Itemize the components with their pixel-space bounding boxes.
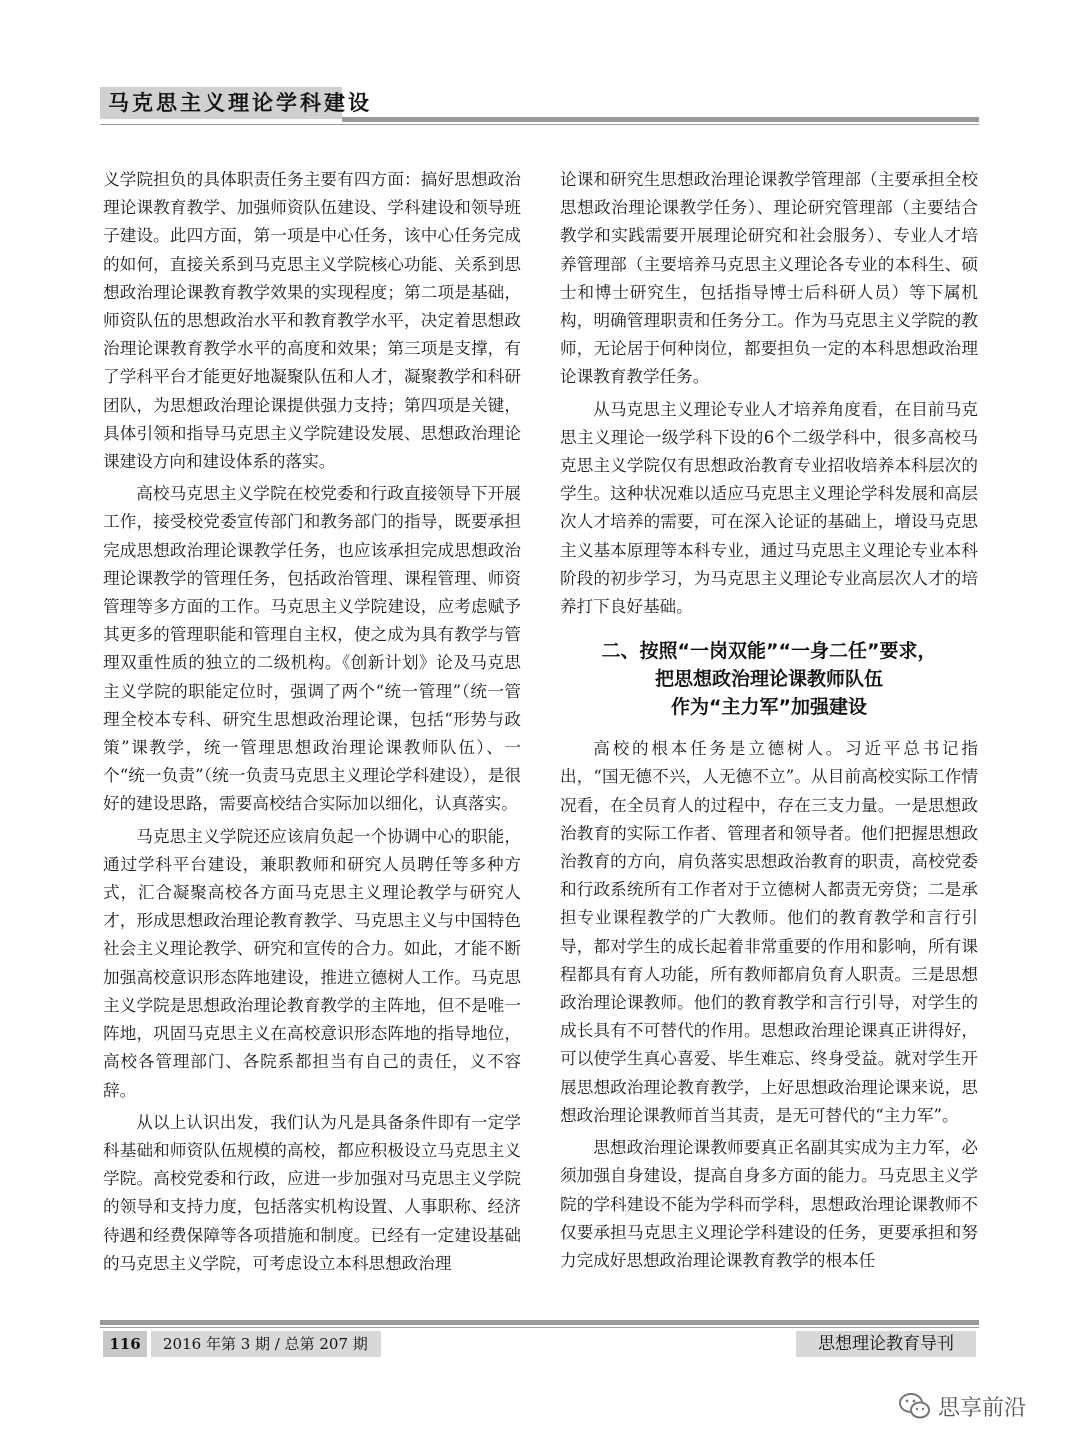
body-paragraph: 论课和研究生思想政治理论课教学管理部（主要承担全校思想政治理论课教学任务）、理论研究管理部（主要结合教学和实践需要开展理论研究和社会服务）、专业人才培养管理部（主要培养马克思主义理论各专业的本科生、硕士和博士研究生，包括指导博士后科研人员）等下属机构，明确管理职责和任务分工。作为马克思主义学院的教师，无论居于何种岗位，都要担负一定的本科思想政治理论课教育教学任务。 (560, 170, 978, 387)
body-paragraph: 义学院担负的具体职责任务主要有四方面：搞好思想政治理论课教育教学、加强师资队伍建设、学科建设和领导班子建设。此四方面，第一项是中心任务，该中心任务完成的如何，直接关系到马克思主义学院核心功能、关系到思想政治理论课教育教学效果的实现程度；第二项是基础，师资队伍的思想政治水平和教育教学水平，决定着思想政治理论课教育教学水平的高度和效果；第三项是支撑，有了学科平台才能更好地凝聚队伍和人才，凝聚教学和科研团队，为思想政治理论课提供强力支持；第四项是关键，具体引领和指导马克思主义学院建设发展、思想政治理论课建设方向和建设体系的落实。 (103, 170, 521, 472)
section-heading-line: 作为“主力军”加强建设 (671, 696, 867, 719)
issue-info: 2016 年第 3 期 / 总第 207 期 (151, 1331, 381, 1357)
body-paragraph: 从以上认识出发，我们认为凡是具备条件即有一定学科基础和师资队伍规模的高校，都应积极设立马克思主义学院。高校党委和行政，应进一步加强对马克思主义学院的领导和支持力度，包括落实机构设置、人事职称、经济待遇和经费保障等各项措施和制度。已经有一定建设基础的马克思主义学院，可考虑设立本科思想政治理 (103, 1112, 521, 1273)
section-heading-line: 把思想政治理论课教师队伍 (654, 668, 883, 691)
body-paragraph: 思想政治理论课教师要真正名副其实成为主力军，必须加强自身建设，提高自身多方面的能力。马克思主义学院的学科建设不能为学科而学科，思想政治理论课教师不仅要承担马克思主义理论学科建设的任务，更要承担和努力完成好思想政治理论课教育教学的根本任 (560, 1138, 978, 1270)
journal-name: 思想理论教育导刊 (796, 1331, 976, 1357)
section-header-title: 马克思主义理论学科建设 (108, 91, 372, 115)
wechat-icon (898, 1391, 932, 1421)
header-rule (342, 117, 979, 122)
watermark-text: 思享前沿 (938, 1395, 1027, 1421)
body-paragraph: 马克思主义学院还应该肩负起一个协调中心的职能，通过学科平台建设，兼职教师和研究人员聘任等多种方式，汇合凝聚高校各方面马克思主义理论教学与研究人才，形成思想政治理论教育教学、马克思主义与中国特色社会主义理论教学、研究和宣传的合力。如此，才能不断加强高校意识形态阵地建设，推进立德树人工作。马克思主义学院是思想政治理论教育教学的主阵地，但不是唯一阵地，巩固马克思主义在高校意识形态阵地的指导地位，高校各管理部门、各院系都担当有自己的责任，义不容辞。 (103, 826, 521, 1100)
watermark (898, 1388, 1026, 1424)
page-number: 116 (103, 1331, 147, 1357)
footer-rule-thin (100, 1327, 979, 1328)
right-column (560, 166, 978, 1275)
body-paragraph: 高校的根本任务是立德树人。习近平总书记指出，“国无德不兴，人无德不立”。从目前高校实际工作情况看，在全员育人的过程中，存在三支力量。一是思想政治教育的实际工作者、管理者和领导者。他们把握思想政治教育的方向，肩负落实思想政治教育的职责，高校党委和行政系统所有工作者对于立德树人都责无旁贷；二是承担专业课程教学的广大教师。他们的教育教学和言行引导，都对学生的成长起着非常重要的作用和影响，所有课程都具有育人功能，所有教师都肩负育人职责。三是思想政治理论课教师。他们的教育教学和言行引导，对学生的成长具有不可替代的作用。思想政治理论课真正讲得好，可以使学生真心喜爱、毕生难忘、终身受益。就对学生开展思想政治理论教育教学，上好思想政治理论课来说，思想政治理论课教师首当其责，是无可替代的“主力军”。 (560, 739, 978, 1125)
section-heading-line: 二、按照“一岗双能”“一身二任”要求， (601, 640, 937, 663)
body-paragraph: 高校马克思主义学院在校党委和行政直接领导下开展工作，接受校党委宣传部门和教务部门的指导，既要承担完成思想政治理论课教学任务，也应该承担完成思想政治理论课教学的管理任务，包括政治管理、课程管理、师资管理等多方面的工作。马克思主义学院建设，应考虑赋予其更多的管理职能和管理自主权，使之成为具有教学与管理双重性质的独立的二级机构。《创新计划》论及马克思主义学院的职能定位时，强调了两个“统一管理”（统一管理全校本专科、研究生思想政治理论课，包括“形势与政策”课教学，统一管理思想政治理论课教师队伍）、一个“统一负责”（统一负责马克思主义理论学科建设），是很好的建设思路，需要高校结合实际加以细化，认真落实。 (103, 484, 521, 814)
header-rule-thin (100, 124, 979, 125)
section-heading (560, 637, 978, 721)
body-paragraph: 从马克思主义理论专业人才培养角度看，在目前马克思主义理论一级学科下设的6个二级学科中，很多高校马克思主义学院仅有思想政治教育专业招收培养本科层次的学生。这种状况难以适应马克思主义理论学科发展和高层次人才培养的需要，可在深入论证的基础上，增设马克思主义基本原理等本科专业，通过马克思主义理论专业本科阶段的初步学习，为马克思主义理论专业高层次人才的培养打下良好基础。 (560, 399, 978, 617)
footer-rule (100, 1320, 979, 1325)
left-column (103, 166, 521, 1278)
